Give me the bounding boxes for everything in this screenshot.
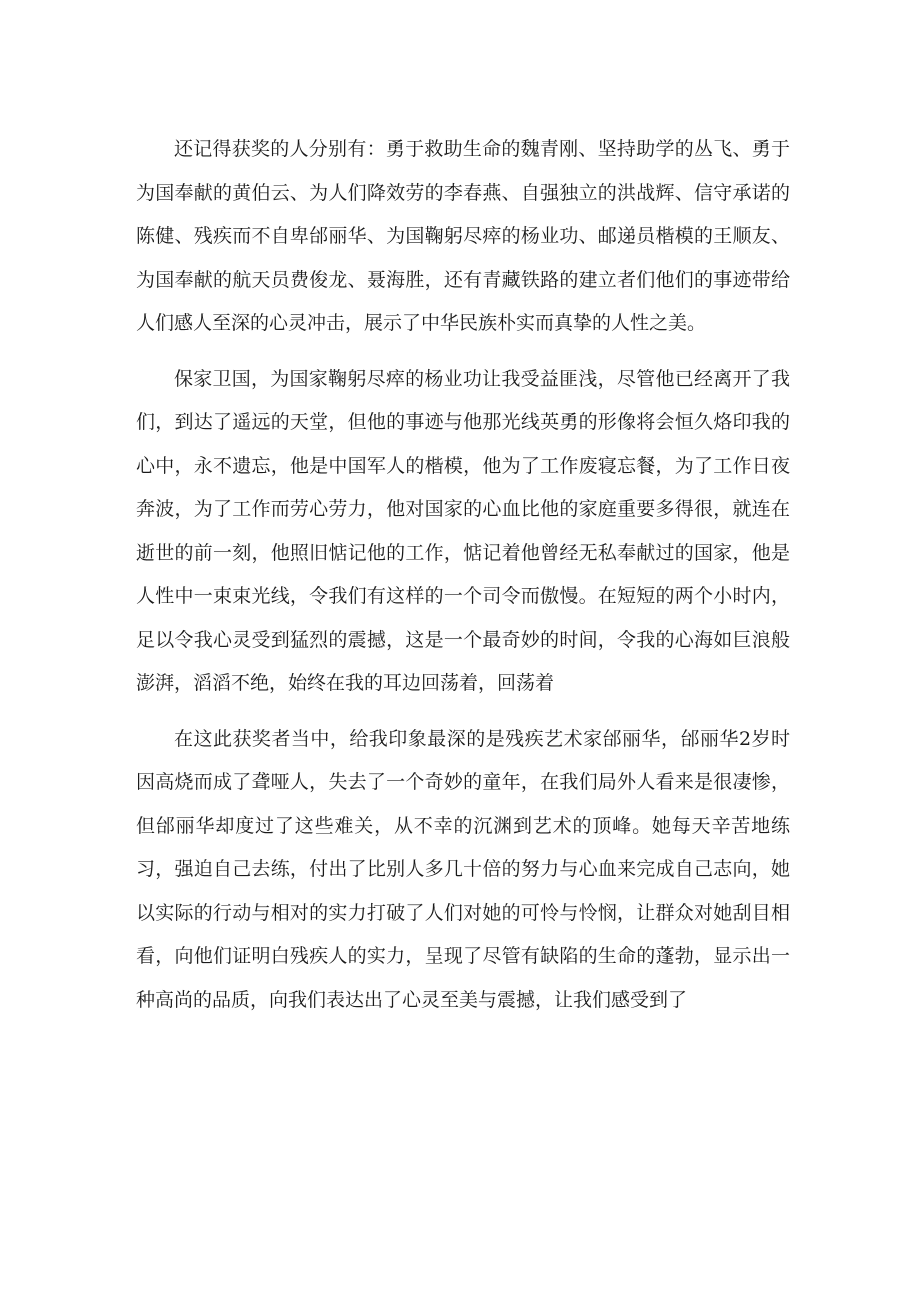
body-text (136, 128, 790, 1022)
paragraph-1: 还记得获奖的人分别有：勇于救助生命的魏青刚、坚持助学的丛飞、勇于为国奉献的黄伯云、为人们降效劳的李春燕、自强独立的洪战辉、信守承诺的陈健、残疾而不自卑邰丽华、为国鞠躬尽瘁的杨业功、邮递员楷模的王顺友、为国奉献的航天员费俊龙、聂海胜，还有青藏铁路的建立者们他们的事迹带给人们感人至深的心灵冲击，展示了中华民族朴实而真挚的人性之美。 (136, 138, 790, 334)
paragraph-2: 保家卫国，为国家鞠躬尽瘁的杨业功让我受益匪浅，尽管他已经离开了我们，到达了遥远的天堂，但他的事迹与他那光线英勇的形像将会恒久烙印我的心中，永不遗忘，他是中国军人的楷模，他为了工作废寝忘餐，为了工作日夜奔波，为了工作而劳心劳力，他对国家的心血比他的家庭重要多得很，就连在逝世的前一刻，他照旧惦记他的工作，惦记着他曾经无私奉献过的国家，他是人性中一束束光线，令我们有这样的一个司令而傲慢。在短短的两个小时内，足以令我心灵受到猛烈的震撼，这是一个最奇妙的时间，令我的心海如巨浪般澎湃，滔滔不绝，始终在我的耳边回荡着，回荡着 (136, 367, 790, 694)
paragraph-3: 在这此获奖者当中，给我印象最深的是残疾艺术家邰丽华，邰丽华2岁时因高烧而成了聋哑人，失去了一个奇妙的童年，在我们局外人看来是很凄惨，但邰丽华却度过了这些难关，从不幸的沉渊到艺术的顶峰。她每天辛苦地练习，强迫自己去练，付出了比别人多几十倍的努力与心血来完成自己志向，她以实际的行动与相对的实力打破了人们对她的可怜与怜悯，让群众对她刮目相看，向他们证明白残疾人的实力，呈现了尽管有缺陷的生命的蓬勃，显示出一种高尚的品质，向我们表达出了心灵至美与震撼，让我们感受到了 (136, 727, 790, 1011)
